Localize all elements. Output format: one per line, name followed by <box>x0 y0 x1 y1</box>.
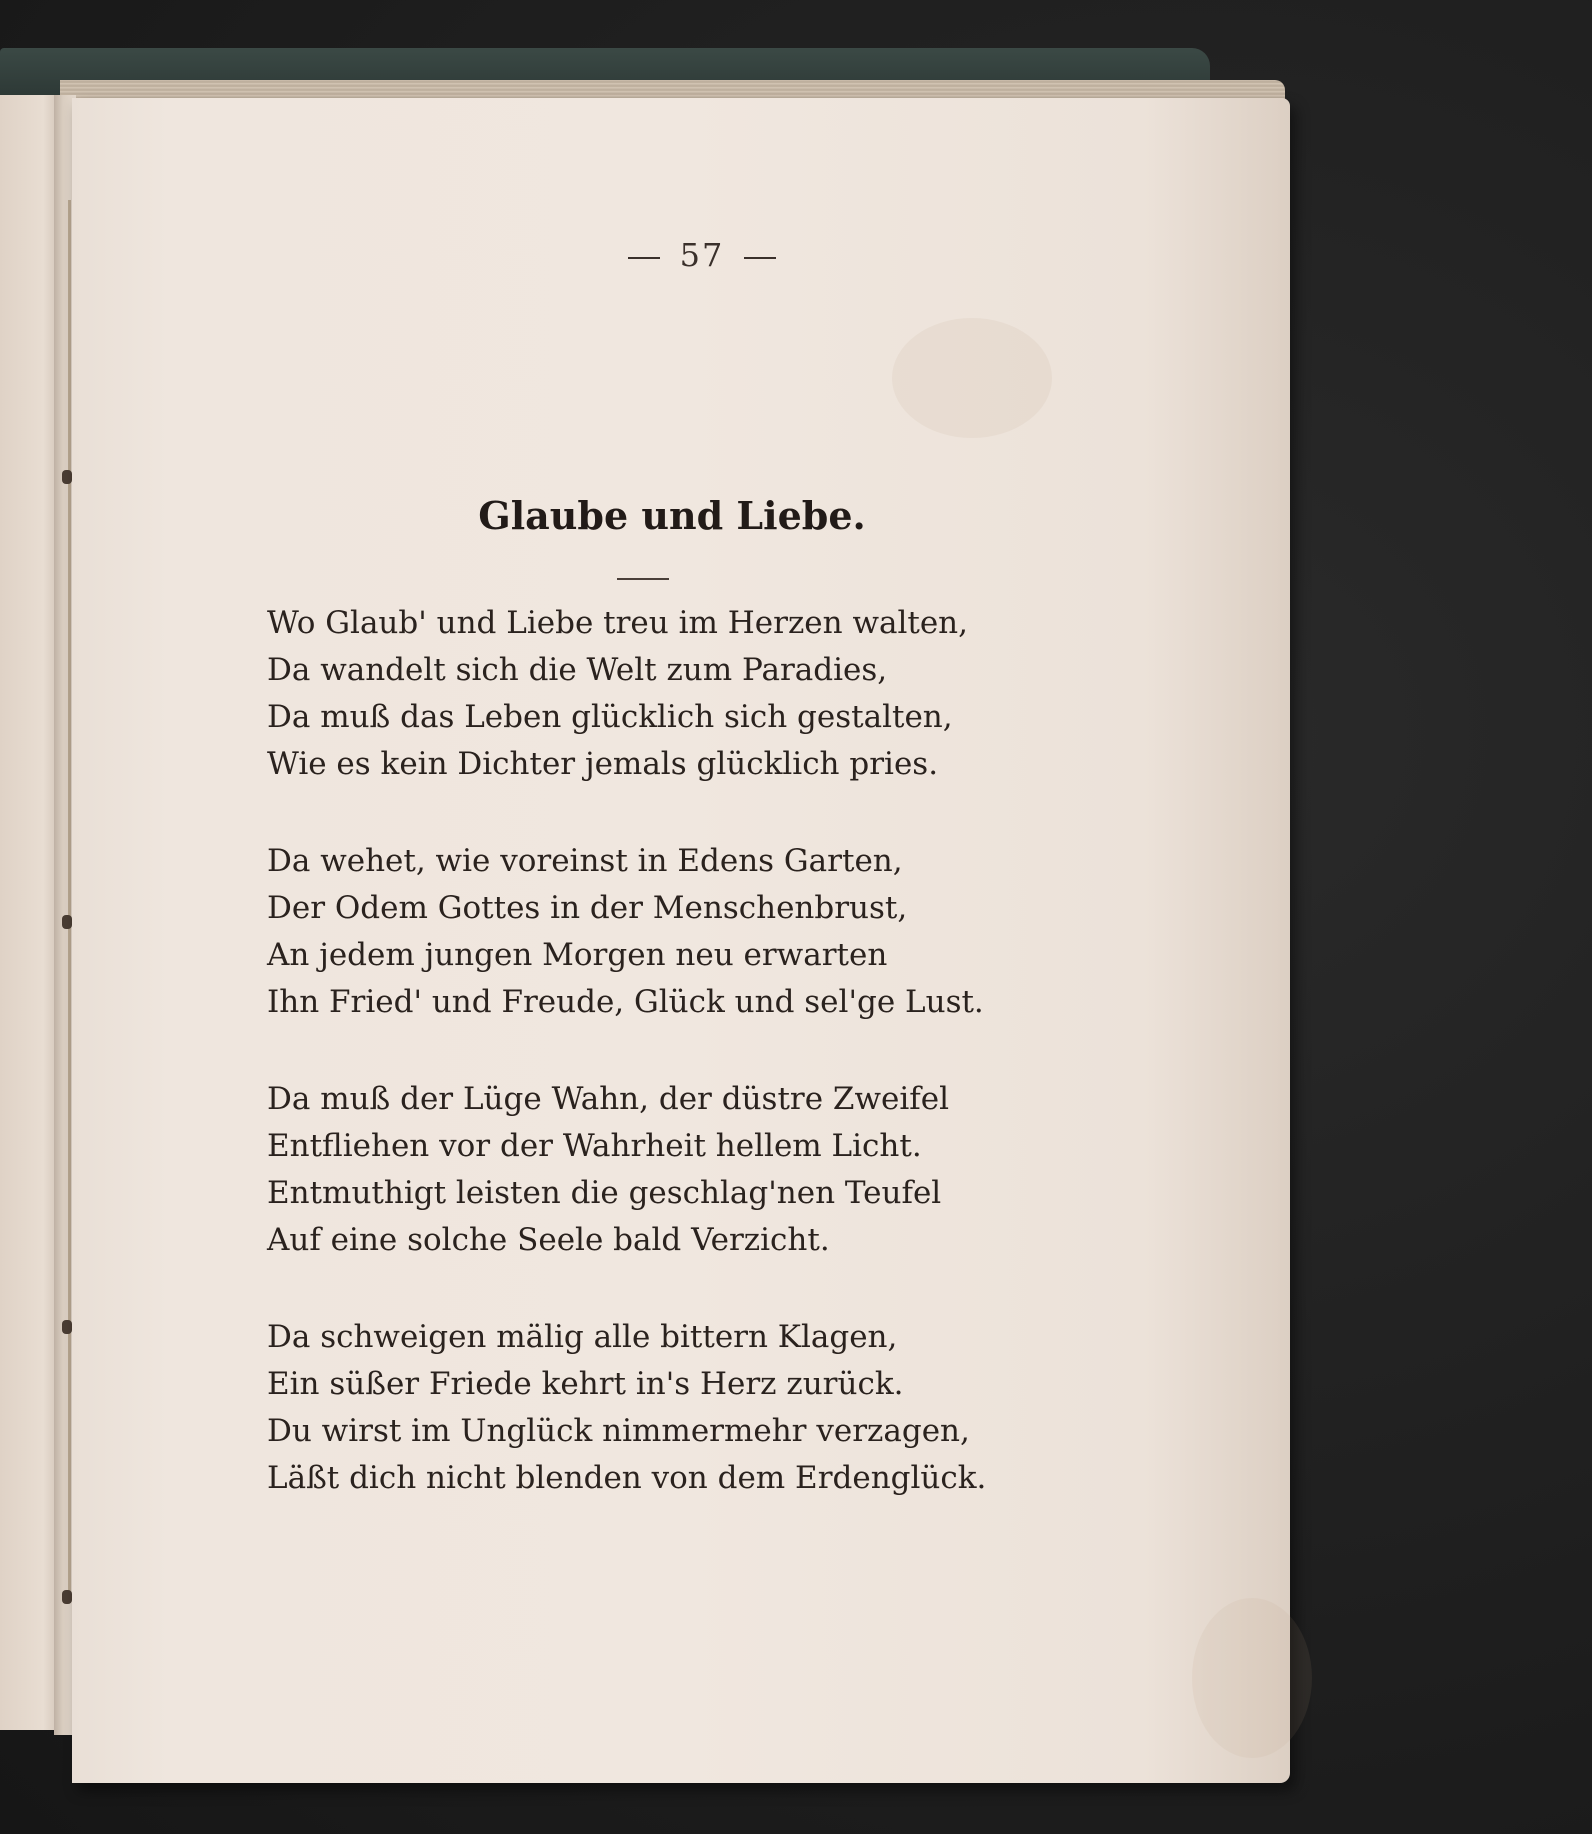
poem-line: Entmuthigt leisten die geschlag'nen Teufel <box>267 1175 942 1211</box>
poem-line: Der Odem Gottes in der Menschenbrust, <box>267 890 908 926</box>
poem-line: Wie es kein Dichter jemals glücklich pries. <box>267 746 939 782</box>
book-page <box>72 98 1290 1783</box>
stanza-4 <box>267 1314 1087 1502</box>
poem-line: An jedem jungen Morgen neu erwarten <box>267 937 888 973</box>
binding-stitch <box>62 470 72 484</box>
binding-stitch <box>62 915 72 929</box>
dash-right <box>744 257 776 259</box>
poem-line: Wo Glaub' und Liebe treu im Herzen walten, <box>267 605 968 641</box>
poem-line: Da wandelt sich die Welt zum Paradies, <box>267 652 888 688</box>
left-page-edge <box>0 95 62 1730</box>
stanza-3 <box>267 1076 1087 1264</box>
binding-stitch <box>62 1320 72 1334</box>
stanza-2 <box>267 838 1087 1026</box>
title-rule <box>617 578 669 580</box>
poem-line: Da schweigen mälig alle bittern Klagen, <box>267 1319 898 1355</box>
binding-thread <box>68 200 71 1600</box>
page-number <box>552 236 852 274</box>
page-text <box>72 98 1290 1783</box>
poem-line: Ein süßer Friede kehrt in's Herz zurück. <box>267 1366 904 1402</box>
poem-line: Entfliehen vor der Wahrheit hellem Licht. <box>267 1128 922 1164</box>
poem-body <box>267 600 1087 1552</box>
dash-left <box>628 257 660 259</box>
poem-line: Da muß der Lüge Wahn, der düstre Zweifel <box>267 1081 949 1117</box>
poem-line: Du wirst im Unglück nimmermehr verzagen, <box>267 1413 970 1449</box>
poem-title: Glaube und Liebe. <box>478 493 866 538</box>
stanza-1 <box>267 600 1087 788</box>
poem-line: Auf eine solche Seele bald Verzicht. <box>267 1222 830 1258</box>
poem-line: Ihn Fried' und Freude, Glück und sel'ge Lust. <box>267 984 984 1020</box>
poem-line: Läßt dich nicht blenden von dem Erdenglück. <box>267 1460 987 1496</box>
binding-stitch <box>62 1590 72 1604</box>
poem-line: Da muß das Leben glücklich sich gestalten, <box>267 699 953 735</box>
poem-line: Da wehet, wie voreinst in Edens Garten, <box>267 843 903 879</box>
page-number-value: 57 <box>679 236 725 274</box>
